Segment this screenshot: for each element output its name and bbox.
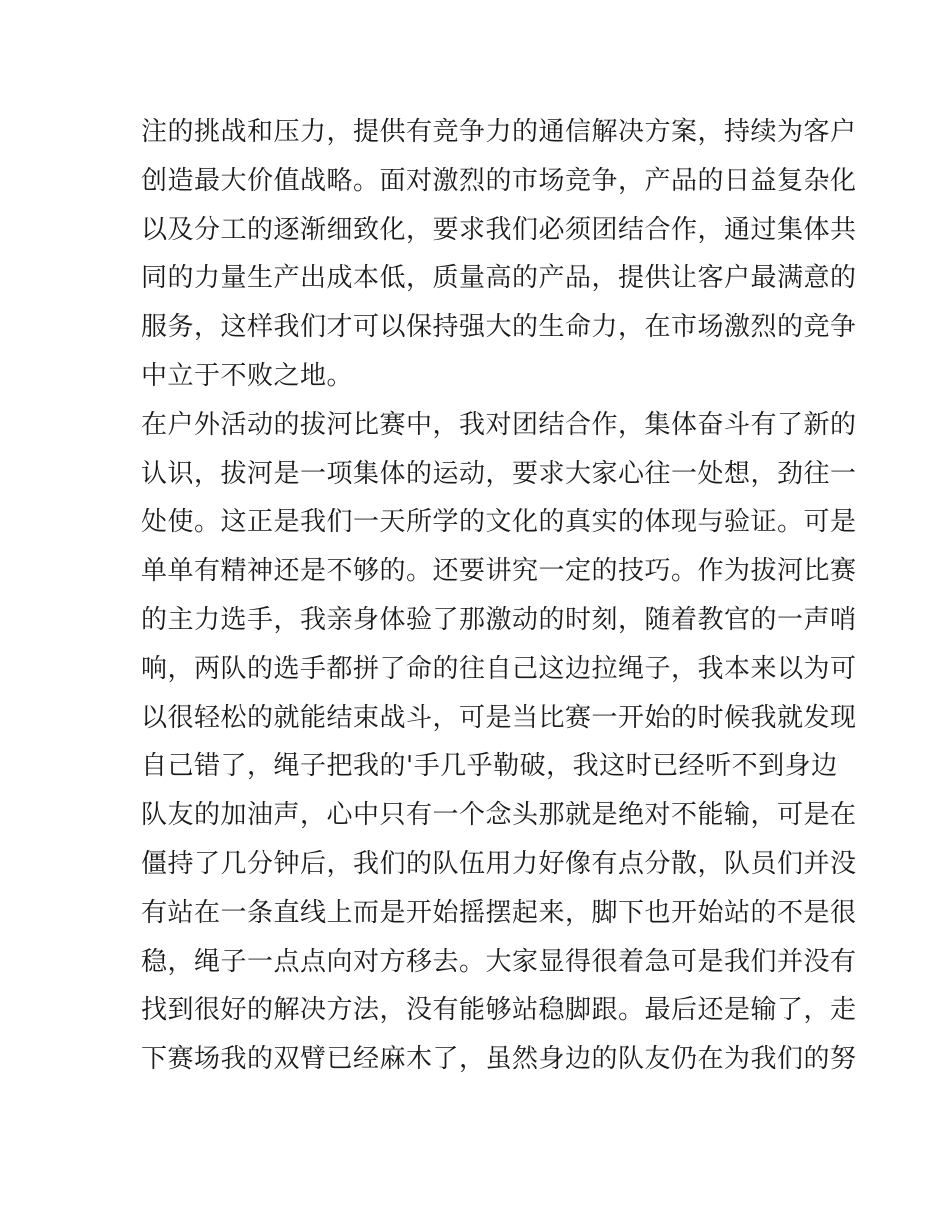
text-line: 中立于不败之地。 bbox=[141, 360, 354, 391]
text-line: 在户外活动的拔河比赛中，我对团结合作，集体奋斗有了新的 bbox=[141, 409, 857, 440]
text-line: 认识，拔河是一项集体的运动，要求大家心往一处想，劲往一 bbox=[141, 458, 857, 489]
text-line: 同的力量生产出成本低，质量高的产品，提供让客户最满意的 bbox=[141, 263, 857, 294]
text-line: 找到很好的解决方法，没有能够站稳脚跟。最后还是输了，走 bbox=[141, 995, 857, 1026]
text-line: 的主力选手，我亲身体验了那激动的时刻，随着教官的一声哨 bbox=[141, 604, 857, 635]
text-line: 自己错了，绳子把我的'手几乎勒破，我这时已经听不到身边 bbox=[141, 751, 838, 782]
text-line: 服务，这样我们才可以保持强大的生命力，在市场激烈的竞争 bbox=[141, 312, 857, 343]
text-line: 僵持了几分钟后，我们的队伍用力好像有点分散，队员们并没 bbox=[141, 848, 857, 879]
text-line: 创造最大价值战略。面对激烈的市场竞争，产品的日益复杂化 bbox=[141, 165, 857, 196]
text-line: 以及分工的逐渐细致化，要求我们必须团结合作，通过集体共 bbox=[141, 214, 857, 245]
text-line: 响，两队的选手都拼了命的往自己这边拉绳子，我本来以为可 bbox=[141, 653, 857, 684]
text-line: 下赛场我的双臂已经麻木了，虽然身边的队友仍在为我们的努 bbox=[141, 1044, 857, 1075]
body-text bbox=[141, 108, 857, 1084]
text-line: 单单有精神还是不够的。还要讲究一定的技巧。作为拔河比赛 bbox=[141, 556, 857, 587]
text-line: 队友的加油声，心中只有一个念头那就是绝对不能输，可是在 bbox=[141, 800, 857, 831]
text-line: 以很轻松的就能结束战斗，可是当比赛一开始的时候我就发现 bbox=[141, 702, 857, 733]
text-line: 注的挑战和压力，提供有竞争力的通信解决方案，持续为客户 bbox=[141, 117, 857, 147]
text-line: 有站在一条直线上而是开始摇摆起来，脚下也开始站的不是很 bbox=[141, 897, 857, 928]
text-line: 处使。这正是我们一天所学的文化的真实的体现与验证。可是 bbox=[141, 507, 857, 538]
text-line: 稳，绳子一点点向对方移去。大家显得很着急可是我们并没有 bbox=[141, 946, 857, 977]
